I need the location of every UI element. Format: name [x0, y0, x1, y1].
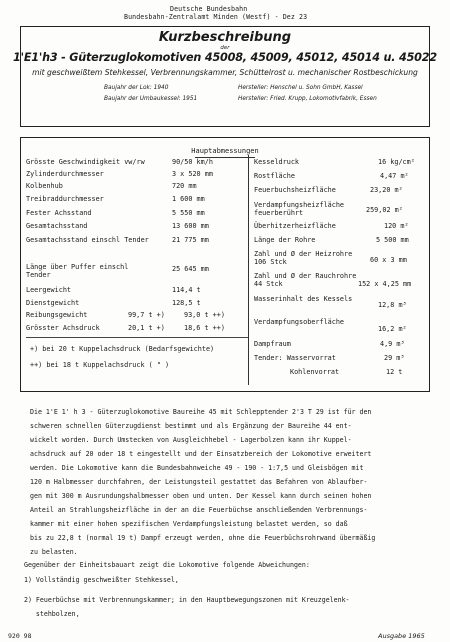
footer-edition: Ausgabe 1965 — [378, 632, 425, 640]
left-value: 21 775 mm — [172, 236, 209, 244]
left-value: 3 x 520 mm — [172, 170, 213, 178]
right-label: Überhitzerheizfläche — [254, 222, 336, 230]
notes-divider — [26, 337, 248, 338]
locomotive-title: 1'E1'h3 - Güterzuglokomotiven 45008, 45009, 45012, 45014 u. 45022 — [13, 51, 437, 64]
left-value: 99,7 t +) — [128, 311, 165, 319]
right-label: Zahl und Ø der Heizrohre 106 Stck — [254, 250, 353, 266]
paragraph-line: bis zu 22,8 t (normal 19 t) Dampf erzeugt werden, ohne die Feuerbüchsrohrwand übermäßig — [30, 534, 376, 542]
paragraph-line: wickelt worden. Durch Umstecken von Ausgleichhebel - Lagerbolzen kann ihr Kuppel- — [30, 436, 352, 444]
right-value: 12 t — [386, 368, 403, 376]
hersteller-henschel: Hersteller: Henschel u. Sohn GmbH, Kassel — [238, 85, 363, 91]
right-value: 16,2 m² — [378, 325, 407, 333]
left-value: 13 600 mm — [172, 222, 209, 230]
paragraph-line: zu belasten. — [30, 548, 78, 556]
right-label: Rostfläche — [254, 172, 295, 180]
left-value-alt: 18,6 t ++) — [184, 324, 225, 332]
right-label: Dampfraum — [254, 340, 291, 348]
paragraph-line: 120 m Halbmesser durchfahren, der Leistungsteil gestattet das Befahren von Ablaufber- — [30, 478, 368, 486]
right-value: 12,8 m³ — [378, 301, 407, 309]
left-label: Kolbenhub — [26, 182, 63, 190]
note-20t: +) bei 20 t Kuppelachsdruck (Bedarfsgewichte) — [30, 345, 215, 353]
left-value: 1 600 mm — [172, 195, 205, 203]
left-value: 5 550 mm — [172, 209, 205, 217]
left-label: Grösste Geschwindigkeit vw/rw — [26, 158, 145, 166]
paragraph-line: Anteil an Strahlungsheizfläche in der an die Feuerbüchse anschließenden Verbrennungs- — [30, 506, 368, 514]
paragraph-line: achsdruck auf 20 oder 18 t eingestellt und der Einsatzbereich der Lokomotive erweitert — [30, 450, 372, 458]
right-value: 120 m² — [384, 222, 409, 230]
left-label: Länge über Puffer einschl Tender — [26, 263, 129, 279]
right-value: 152 x 4,25 mm — [358, 280, 412, 288]
left-label: Treibraddurchmesser — [26, 195, 104, 203]
left-value: 20,1 t +) — [128, 324, 165, 332]
left-label: Fester Achsstand — [26, 209, 92, 217]
baujahr-lok: Baujahr der Lok: 1940 — [104, 85, 169, 91]
left-value: 720 mm — [172, 182, 197, 190]
paragraph-line: schweren schnellen Güterzugdienst bestimmt und als Ergänzung der Baureihe 44 ent- — [30, 422, 352, 430]
right-value: 5 500 mm — [376, 236, 409, 244]
right-label: Feuerbuchsheizfläche — [254, 186, 336, 194]
left-label: Grösster Achsdruck — [26, 324, 100, 332]
left-label: Zylinderdurchmesser — [26, 170, 104, 178]
right-value: 259,02 m² — [366, 206, 403, 214]
right-label: Verdampfungsoberfläche — [254, 318, 345, 326]
right-value: 60 x 3 mm — [370, 256, 407, 264]
footer-number: 920 98 — [8, 632, 32, 640]
baujahr-umbau: Baujahr der Umbaukessel: 1951 — [104, 96, 198, 102]
right-label: Verdampfungsheizfläche feuerberührt — [254, 201, 345, 217]
left-value: 128,5 t — [172, 299, 201, 307]
right-value: 23,20 m² — [370, 186, 403, 194]
list-item: 2) Feuerbüchse mit Verbrennungskammer; in den Hauptbewegungszonen mit Kreuzgelenk- — [24, 596, 350, 604]
right-label: Länge der Rohre — [254, 236, 316, 244]
left-label: Gesamtachsstand einschl Tender — [26, 236, 149, 244]
right-label: Zahl und Ø der Rauchrohre 44 Stck — [254, 272, 357, 288]
note-18t: ++) bei 18 t Kuppelachsdruck ( " ) — [30, 361, 170, 369]
locomotive-subtitle: mit geschweißtem Stehkessel, Verbrennungskammer, Schüttelrost u. mechanischer Rostbeschickung — [32, 68, 418, 77]
left-value: 25 645 mm — [172, 265, 209, 273]
left-value-alt: 93,0 t ++) — [184, 311, 225, 319]
left-label: Dienstgewicht — [26, 299, 80, 307]
hersteller-krupp: Hersteller: Fried. Krupp, Lokomotivfabrik, Essen — [238, 96, 377, 102]
paragraph-line: kammer mit einer hohen spezifischen Verdampfungsleistung belastet werden, so daß — [30, 520, 348, 528]
left-value: 114,4 t — [172, 286, 201, 294]
org-department: Bundesbahn-Zentralamt Minden (Westf) - Dez 23 — [124, 13, 308, 21]
left-label: Leergewicht — [26, 286, 72, 294]
left-label: Gesamtachsstand — [26, 222, 88, 230]
paragraph-line: gen mit 300 m Ausrundungshalbmesser oben und unten. Der Kessel kann durch seinen hohen — [30, 492, 372, 500]
list-item: 1) Vollständig geschweißter Stehkessel, — [24, 576, 179, 584]
right-value: 16 kg/cm² — [378, 158, 415, 166]
right-value: 4,9 m³ — [380, 340, 405, 348]
paragraph-line: Gegenüber der Einheitsbauart zeigt die Lokomotive folgende Abweichungen: — [24, 561, 310, 569]
list-item: stehbolzen, — [24, 610, 80, 618]
right-label: Kesseldruck — [254, 158, 300, 166]
section-title: Hauptabmessungen — [191, 147, 259, 155]
document-title: Kurzbeschreibung — [158, 30, 292, 45]
right-value: 29 m³ — [384, 354, 405, 362]
right-label: Wasserinhalt des Kessels — [254, 295, 353, 303]
right-label: Tender: Wasservorrat — [254, 354, 336, 362]
right-value: 4,47 m² — [380, 172, 409, 180]
left-label: Reibungsgewicht — [26, 311, 88, 319]
column-divider — [248, 155, 249, 385]
right-label: Kohlenvorrat — [290, 368, 340, 376]
left-value: 90/50 km/h — [172, 158, 213, 166]
org-name: Deutsche Bundesbahn — [170, 5, 248, 13]
paragraph-line: werden. Die Lokomotive kann die Bundesbahnweiche 49 - 190 - 1:7,5 und Gleisbögen mit — [30, 464, 364, 472]
paragraph-line: Die 1'E 1' h 3 - Güterzuglokomotive Baureihe 45 mit Schlepptender 2'3 T 29 ist für den — [30, 408, 372, 416]
title-der: der — [220, 45, 230, 51]
